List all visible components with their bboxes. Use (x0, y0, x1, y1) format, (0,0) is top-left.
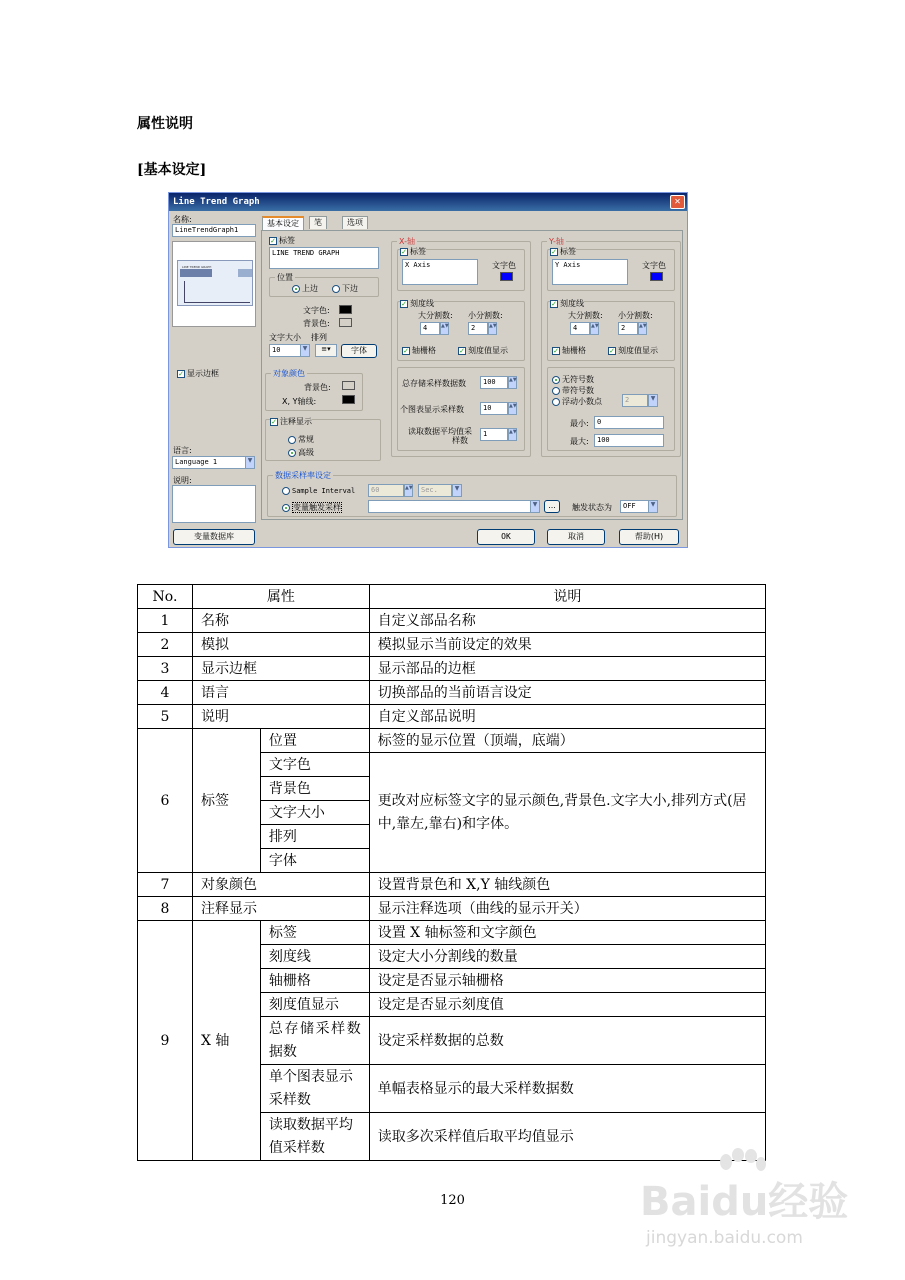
ok-button[interactable]: OK (477, 529, 535, 545)
trigger-state-label: 触发状态为 (572, 503, 612, 512)
tab-options[interactable]: 选项 (342, 216, 368, 229)
row-no: 6 (138, 729, 193, 873)
position-top-radio[interactable] (292, 283, 318, 294)
font-button[interactable]: 字体 (341, 344, 377, 358)
tab-basic[interactable]: 基本设定 (262, 216, 304, 230)
x-scale-group (397, 301, 525, 361)
position-title: 位置 (277, 273, 293, 282)
row-attr: 模拟 (192, 633, 369, 657)
preview-panel (172, 241, 256, 327)
axis-color-swatch[interactable] (342, 395, 355, 404)
trigger-label: 变量触发采样 (293, 503, 341, 512)
var-db-button[interactable]: 变量数据库 (173, 529, 255, 545)
row-sub-attr: 位置 (260, 729, 369, 753)
preview-chart (177, 260, 253, 306)
header-desc: 说明 (369, 585, 765, 609)
bg-color-label: 背景色: (303, 319, 330, 328)
y-scale-value-checkbox-text: 刻度值显示 (618, 346, 658, 355)
radio-off-icon (282, 487, 290, 495)
x-major-label: 大分割数: (418, 311, 453, 320)
y-label-input[interactable]: Y Axis (552, 259, 628, 285)
chevron-down-icon[interactable]: ▼ (452, 484, 462, 497)
description-input[interactable] (172, 485, 256, 523)
y-float-label: 浮动小数点 (562, 397, 602, 406)
sub-title: [基本设定] (137, 162, 207, 178)
x-per-chart-label: 个图表显示采样数 (400, 405, 464, 414)
x-label-group (397, 249, 525, 291)
text-color-label: 文字色: (303, 306, 330, 315)
y-grid-checkbox[interactable] (552, 345, 586, 356)
row-sub-attr: 排列 (260, 825, 369, 849)
x-minor-input[interactable]: 2 (468, 322, 488, 335)
cancel-button[interactable]: 取消 (547, 529, 605, 545)
x-grid-checkbox[interactable] (402, 345, 436, 356)
row-desc: 更改对应标签文字的显示颜色,背景色.文字大小,排列方式(居中,靠左,靠右)和字体。 (369, 753, 765, 873)
radio-on-icon (552, 376, 560, 384)
row-attr: 对象颜色 (192, 873, 369, 897)
chevron-down-icon[interactable]: ▼ (648, 500, 658, 513)
dialog-title: Line Trend Graph (173, 197, 260, 207)
font-size-label: 文字大小 (269, 333, 301, 342)
y-label-group (547, 249, 675, 291)
row-attr: 语言 (192, 681, 369, 705)
x-avg-input[interactable]: 1 (480, 428, 508, 441)
row-sub-attr: 刻度线 (260, 945, 369, 969)
y-minor-label: 小分割数: (618, 311, 653, 320)
table-row (138, 921, 766, 945)
position-bottom-radio[interactable] (332, 283, 358, 294)
table-row (138, 705, 766, 729)
x-grid-checkbox-text: 轴栅格 (412, 346, 436, 355)
align-label: 排列 (311, 333, 327, 342)
label-text-input[interactable]: LINE TREND GRAPH (269, 247, 379, 269)
x-scale-value-check-icon: ✓ (459, 346, 465, 355)
y-max-label: 最大: (570, 437, 589, 446)
properties-dialog (168, 192, 688, 548)
chevron-down-icon[interactable]: ▼ (530, 500, 540, 513)
legend-check-icon: ✓ (271, 417, 277, 426)
legend-group (265, 419, 381, 461)
name-label: 名称: (173, 215, 192, 224)
row-no: 2 (138, 633, 193, 657)
row-desc: 切换部品的当前语言设定 (369, 681, 765, 705)
sample-interval-radio[interactable] (282, 486, 355, 495)
legend-checkbox-label: 注释显示 (280, 417, 312, 426)
radio-off-icon (332, 285, 340, 293)
browse-button[interactable]: ... (544, 500, 560, 513)
row-sub-attr: 文字大小 (260, 801, 369, 825)
preview-toolbar (180, 269, 212, 277)
row-desc: 自定义部品名称 (369, 609, 765, 633)
y-signed-label: 带符号数 (562, 386, 594, 395)
row-desc: 设定是否显示刻度值 (369, 993, 765, 1017)
position-bottom-label: 下边 (342, 284, 358, 293)
row-desc: 显示注释选项（曲线的显示开关） (369, 897, 765, 921)
trigger-state-select[interactable]: OFF (620, 500, 650, 513)
row-desc: 显示部品的边框 (369, 657, 765, 681)
x-major-spinner[interactable]: ▲▼ (440, 322, 449, 335)
font-size-select[interactable]: 10 (269, 344, 301, 357)
row-sub-attr: 总存储采样数据数 (260, 1017, 369, 1065)
name-input[interactable]: LineTrendGraph1 (172, 224, 256, 237)
radio-off-icon (552, 387, 560, 395)
x-major-input[interactable]: 4 (420, 322, 440, 335)
row-attr: 名称 (192, 609, 369, 633)
table-row (138, 729, 766, 753)
y-major-input[interactable]: 4 (570, 322, 590, 335)
row-no: 8 (138, 897, 193, 921)
x-axis-title: X-轴 (399, 237, 415, 246)
language-select[interactable]: Language 1 (172, 456, 246, 469)
axis-color-label: X, Y轴线: (282, 397, 317, 406)
row-attr: 显示边框 (192, 657, 369, 681)
show-border-check-icon: ✓ (178, 369, 184, 378)
property-table (137, 584, 766, 1161)
row-desc: 标签的显示位置（顶端，底端） (369, 729, 765, 753)
row-sub-attr: 文字色 (260, 753, 369, 777)
x-total-samples-label: 总存储采样数据数 (402, 379, 466, 388)
row-no: 7 (138, 873, 193, 897)
object-color-group (265, 369, 363, 411)
position-group (269, 273, 379, 297)
x-avg-spinner[interactable]: ▲▼ (508, 428, 517, 441)
row-attr: X 轴 (192, 921, 260, 1161)
y-minor-input[interactable]: 2 (618, 322, 638, 335)
watermark-brand: Baidu经验 (640, 1179, 849, 1225)
table-row (138, 873, 766, 897)
x-per-chart-spinner[interactable]: ▲▼ (508, 402, 517, 415)
object-color-title: 对象颜色 (273, 369, 305, 378)
y-text-color-swatch[interactable] (650, 272, 663, 281)
help-button[interactable]: 帮助(H) (619, 529, 679, 545)
x-text-color-swatch[interactable] (500, 272, 513, 281)
row-desc: 读取多次采样值后取平均值显示 (369, 1113, 765, 1161)
baidu-watermark (640, 1148, 880, 1268)
x-per-chart-input[interactable]: 10 (480, 402, 508, 415)
object-bg-swatch[interactable] (342, 381, 355, 390)
sample-interval-spinner[interactable]: ▲▼ (404, 484, 413, 497)
row-sub-attr: 轴栅格 (260, 969, 369, 993)
x-text-color-label: 文字色 (492, 261, 516, 270)
x-total-samples-input[interactable]: 100 (480, 376, 508, 389)
x-minor-spinner[interactable]: ▲▼ (488, 322, 497, 335)
y-unsigned-radio[interactable] (552, 374, 594, 385)
preview-toolbar-right (238, 269, 252, 277)
table-row (138, 681, 766, 705)
radio-off-icon (288, 436, 296, 444)
row-desc: 设定是否显示轴栅格 (369, 969, 765, 993)
table-row (138, 657, 766, 681)
y-grid-checkbox-text: 轴栅格 (562, 346, 586, 355)
label-checkbox[interactable] (269, 235, 295, 246)
tab-pen[interactable]: 笔 (309, 216, 327, 229)
y-grid-check-icon: ✓ (553, 346, 559, 355)
row-sub-attr: 刻度值显示 (260, 993, 369, 1017)
legend-normal-radio[interactable] (288, 434, 314, 445)
row-attr: 说明 (192, 705, 369, 729)
y-scale-checkbox-text: 刻度线 (560, 299, 584, 308)
position-top-label: 上边 (302, 284, 318, 293)
x-grid-check-icon: ✓ (403, 346, 409, 355)
object-bg-label: 背景色: (304, 383, 331, 392)
x-scale-value-checkbox[interactable] (458, 345, 508, 356)
x-sampling-group (397, 367, 525, 451)
row-desc: 设定采样数据的总数 (369, 1017, 765, 1065)
row-no: 1 (138, 609, 193, 633)
row-desc: 模拟显示当前设定的效果 (369, 633, 765, 657)
show-border-checkbox[interactable] (177, 368, 219, 379)
section-title: 属性说明 (137, 116, 193, 132)
table-row (138, 633, 766, 657)
sampling-title: 数据采样率设定 (275, 471, 331, 480)
y-signed-radio[interactable] (552, 385, 594, 396)
x-avg-label-2: 样数 (452, 436, 468, 445)
row-desc: 设定大小分割线的数量 (369, 945, 765, 969)
y-major-label: 大分割数: (568, 311, 603, 320)
y-max-input[interactable]: 100 (594, 434, 664, 447)
y-scale-value-check-icon: ✓ (609, 346, 615, 355)
x-scale-value-checkbox-text: 刻度值显示 (468, 346, 508, 355)
trigger-radio[interactable] (282, 502, 342, 513)
row-no: 5 (138, 705, 193, 729)
radio-on-icon (292, 285, 300, 293)
y-min-input[interactable]: 0 (594, 416, 664, 429)
row-sub-attr: 字体 (260, 849, 369, 873)
radio-on-icon (282, 504, 290, 512)
preview-chart-title: LINE TREND GRAPH (182, 265, 212, 269)
interval-unit-select[interactable]: Sec. (418, 484, 452, 497)
chevron-down-icon[interactable]: ▼ (245, 456, 255, 469)
x-scale-checkbox-text: 刻度线 (410, 299, 434, 308)
legend-advanced-label: 高级 (298, 448, 314, 457)
row-desc: 自定义部品说明 (369, 705, 765, 729)
y-float-select[interactable]: 2 (622, 394, 648, 407)
row-desc: 单幅表格显示的最大采样数据数 (369, 1065, 765, 1113)
chevron-down-icon[interactable]: ▼ (300, 344, 310, 357)
row-sub-attr: 背景色 (260, 777, 369, 801)
y-label-checkbox[interactable] (550, 246, 576, 257)
x-scale-checkbox[interactable] (400, 298, 434, 309)
table-row (138, 609, 766, 633)
radio-on-icon (288, 449, 296, 457)
table-row (138, 897, 766, 921)
x-total-samples-spinner[interactable]: ▲▼ (508, 376, 517, 389)
dialog-titlebar (169, 193, 687, 211)
label-check-icon: ✓ (270, 236, 276, 245)
sample-interval-label: Sample Interval (292, 487, 356, 495)
row-sub-attr: 标签 (260, 921, 369, 945)
legend-normal-label: 常规 (298, 435, 314, 444)
y-min-label: 最小: (570, 419, 589, 428)
label-checkbox-text: 标签 (279, 236, 295, 245)
y-label-checkbox-text: 标签 (560, 247, 576, 256)
text-color-swatch[interactable] (339, 305, 352, 314)
y-format-group (547, 367, 675, 451)
y-scale-value-checkbox[interactable] (608, 345, 658, 356)
language-label: 语言: (173, 446, 192, 455)
row-desc: 设置 X 轴标签和文字颜色 (369, 921, 765, 945)
x-label-check-icon: ✓ (401, 247, 407, 256)
y-minor-spinner[interactable]: ▲▼ (638, 322, 647, 335)
x-minor-label: 小分割数: (468, 311, 503, 320)
show-border-label: 显示边框 (187, 369, 219, 378)
y-axis-title: Y-轴 (549, 237, 564, 246)
y-scale-group (547, 301, 675, 361)
x-label-checkbox-text: 标签 (410, 247, 426, 256)
row-no: 3 (138, 657, 193, 681)
row-attr: 注释显示 (192, 897, 369, 921)
header-attr: 属性 (192, 585, 369, 609)
bg-color-swatch[interactable] (339, 318, 352, 327)
align-select[interactable]: ≡▾ (315, 344, 337, 357)
x-label-input[interactable]: X Axis (402, 259, 478, 285)
watermark-url: jingyan.baidu.com (646, 1228, 803, 1248)
chevron-down-icon[interactable]: ▼ (648, 394, 658, 407)
y-label-check-icon: ✓ (551, 247, 557, 256)
y-scale-checkbox[interactable] (550, 298, 584, 309)
row-sub-attr: 单个图表显示采样数 (260, 1065, 369, 1113)
sampling-group (267, 471, 677, 517)
row-sub-attr: 读取数据平均值采样数 (260, 1113, 369, 1161)
close-icon[interactable]: ✕ (670, 195, 685, 209)
x-scale-check-icon: ✓ (401, 299, 407, 308)
x-label-checkbox[interactable] (400, 246, 426, 257)
y-major-spinner[interactable]: ▲▼ (590, 322, 599, 335)
legend-checkbox[interactable] (270, 416, 312, 427)
y-text-color-label: 文字色 (642, 261, 666, 270)
y-scale-check-icon: ✓ (551, 299, 557, 308)
page-number: 120 (440, 1193, 465, 1208)
trigger-variable-select[interactable] (368, 500, 532, 513)
radio-off-icon (552, 398, 560, 406)
table-header-row (138, 585, 766, 609)
row-desc: 设置背景色和 X,Y 轴线颜色 (369, 873, 765, 897)
y-unsigned-label: 无符号数 (562, 375, 594, 384)
preview-plot-area (184, 281, 250, 303)
row-no: 9 (138, 921, 193, 1161)
sample-interval-input[interactable]: 60 (368, 484, 404, 497)
header-no: No. (138, 585, 193, 609)
legend-advanced-radio[interactable] (288, 447, 314, 458)
y-float-radio[interactable] (552, 396, 602, 407)
description-label: 说明: (173, 476, 192, 485)
x-avg-label-1: 读取数据平均值采 (408, 427, 472, 436)
row-attr: 标签 (192, 729, 260, 873)
row-no: 4 (138, 681, 193, 705)
